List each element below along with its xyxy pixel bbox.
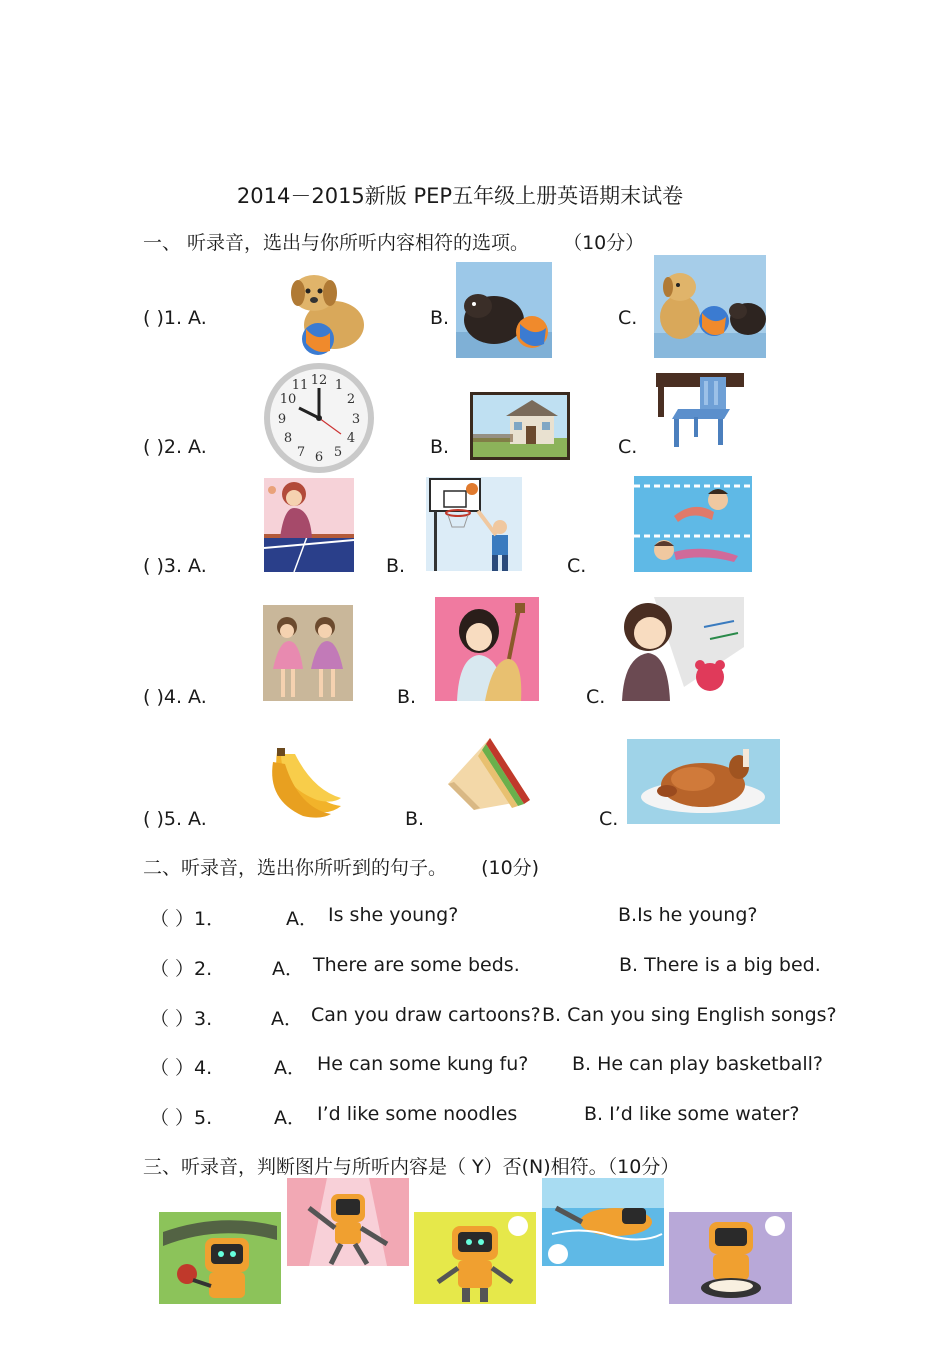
s2-item3-a-label: A． [271, 1008, 303, 1030]
q3-option-c: C. [567, 555, 587, 577]
clock-number: 6 [314, 450, 324, 465]
clock-number: 12 [310, 373, 328, 388]
section2-heading: 二、听录音，选出你所听到的句子。 (10分) [143, 857, 540, 879]
q2-number: ( )2. A. [143, 436, 207, 458]
q2-option-c: C. [618, 436, 638, 458]
clock-number: 5 [333, 445, 343, 460]
s2-item4-number: （ ）4. [150, 1057, 213, 1079]
robot-swimming-image [542, 1178, 664, 1266]
roast-chicken-image [627, 739, 780, 824]
swimming-image [634, 476, 752, 572]
s2-item1-option-a: Is she young? [328, 904, 459, 926]
basketball-player-image [426, 477, 522, 571]
s2-item2-a-label: A． [272, 958, 304, 980]
q4-option-b: B. [397, 686, 417, 708]
s2-item2-option-b: B. There is a big bed. [619, 954, 821, 976]
q1-number: ( )1. A. [143, 307, 207, 329]
q4-option-c: C. [586, 686, 606, 708]
s2-item4-option-b: B. He can play basketball? [572, 1053, 823, 1075]
two-dogs-with-ball-image [654, 255, 766, 358]
robot-cooking-image [669, 1212, 792, 1304]
q2-option-b: B. [430, 436, 450, 458]
s2-item1-number: （ ）1． [150, 908, 226, 930]
q3-number: ( )3. A. [143, 555, 207, 577]
s2-item5-a-label: A． [274, 1107, 306, 1129]
s2-item1-option-b: B.Is he young? [618, 904, 758, 926]
dancing-girls-image [263, 605, 353, 701]
page-title: 2014－2015新版 PEP五年级上册英语期末试卷 [236, 184, 684, 208]
s2-item3-option-b: B. Can you sing English songs? [542, 1004, 837, 1026]
clock-number: 11 [291, 378, 309, 393]
s2-item5-number: （ ）5. [150, 1107, 213, 1129]
s2-item5-option-a: I’d like some noodles [317, 1103, 518, 1125]
q5-number: ( )5. A. [143, 808, 207, 830]
robot-standing-image [414, 1212, 536, 1304]
s2-item4-option-a: He can some kung fu? [317, 1053, 529, 1075]
clock-number: 9 [277, 412, 287, 427]
clock-image [259, 362, 379, 474]
section1-heading: 一、 听录音，选出与你所听内容相符的选项。 （10分） [143, 232, 645, 254]
black-dog-with-ball-image [456, 262, 552, 358]
dog-with-ball-image [268, 263, 380, 358]
q5-option-b: B. [405, 808, 425, 830]
chair-image [656, 373, 744, 449]
s2-item2-number: （ ）2. [150, 958, 213, 980]
s2-item3-number: （ ）3. [150, 1008, 213, 1030]
clock-number: 10 [279, 392, 297, 407]
house-image [470, 392, 570, 460]
clock-number: 1 [334, 378, 344, 393]
clock-number: 7 [296, 445, 306, 460]
clock-number: 3 [351, 412, 361, 427]
s2-item5-option-b: B. I’d like some water? [584, 1103, 800, 1125]
q4-number: ( )4. A. [143, 686, 207, 708]
q3-option-b: B. [386, 555, 406, 577]
clock-number: 8 [283, 431, 293, 446]
clock-number: 4 [346, 431, 356, 446]
section3-heading: 三、听录音，判断图片与所听内容是（ Y）否(N)相符。（10分） [143, 1156, 680, 1178]
ping-pong-girl-image [264, 478, 354, 572]
q1-option-c: C. [618, 307, 638, 329]
sandwich-image [444, 734, 534, 812]
robot-singing-image [159, 1212, 281, 1304]
girl-playing-pipa-image [435, 597, 539, 701]
q5-option-c: C. [599, 808, 619, 830]
bananas-image [267, 746, 345, 820]
clock-number: 2 [346, 392, 356, 407]
s2-item4-a-label: A． [274, 1057, 306, 1079]
robot-dancing-image [287, 1178, 409, 1266]
s2-item3-option-a: Can you draw cartoons? [311, 1004, 541, 1026]
girl-drawing-image [614, 597, 744, 701]
s2-item1-a-label: A． [286, 908, 318, 930]
q1-option-b: B. [430, 307, 450, 329]
s2-item2-option-a: There are some beds. [313, 954, 520, 976]
